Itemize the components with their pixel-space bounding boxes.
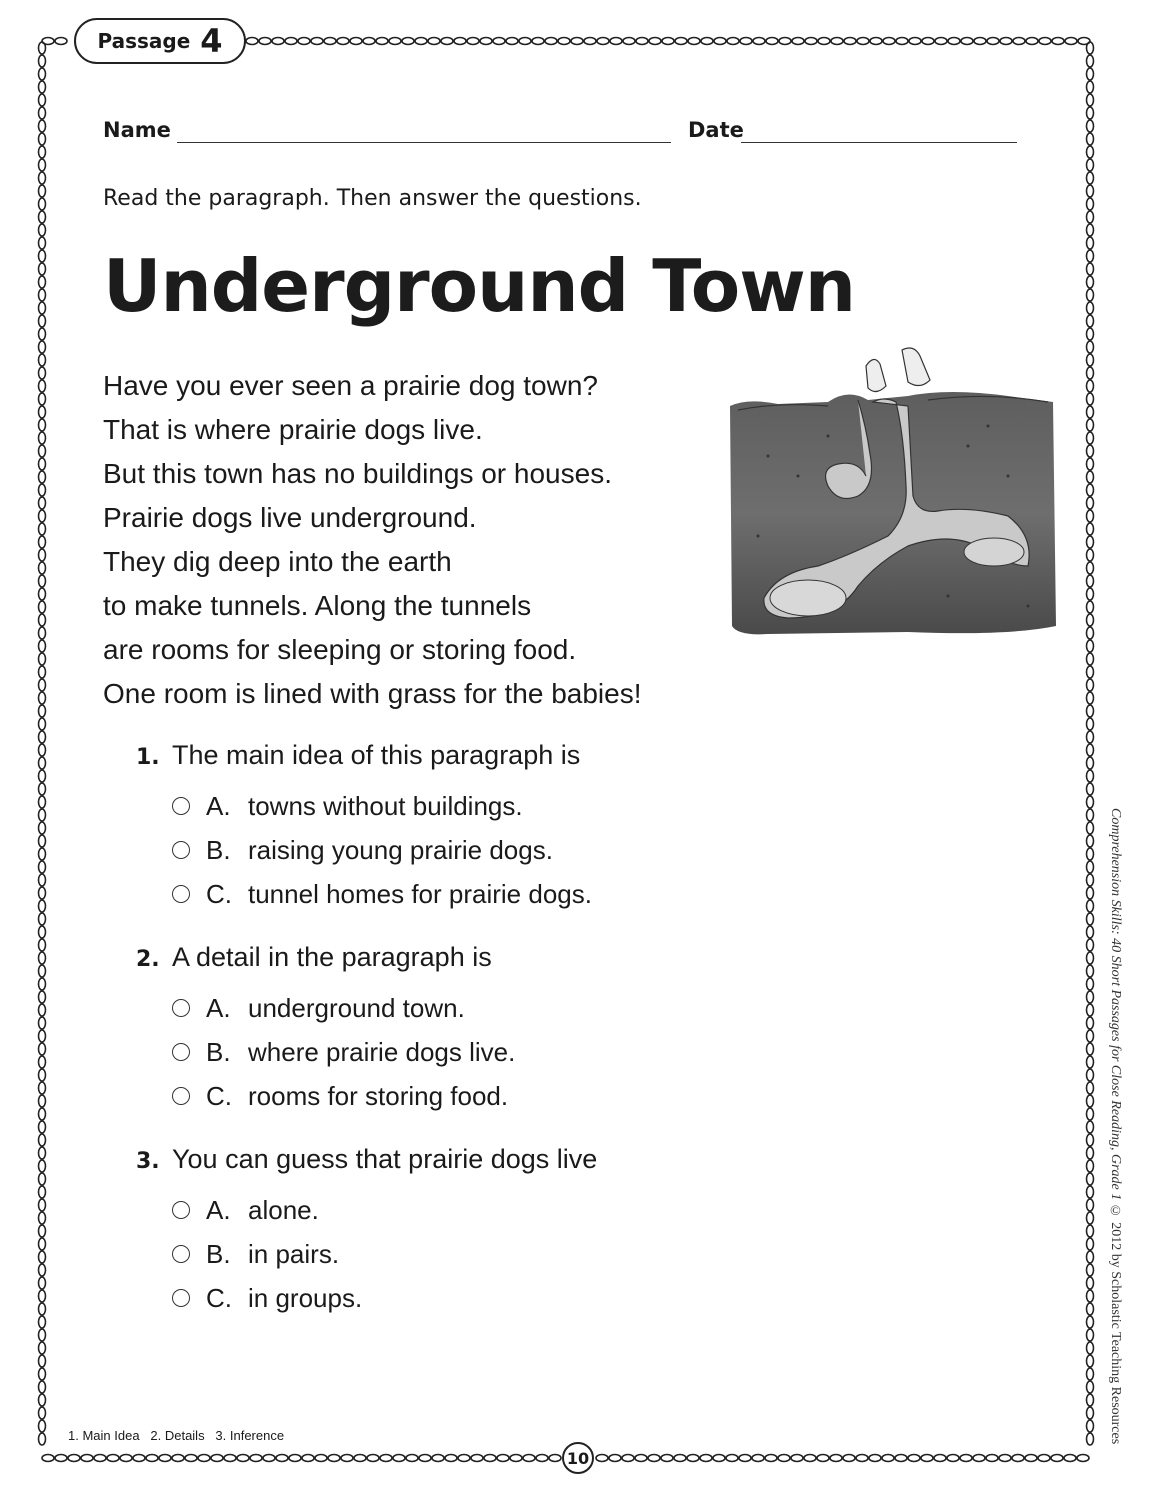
book-title: Comprehension Skills: 40 Short Passages for Close Reading, Grade 1: [1108, 808, 1123, 1201]
option-letter: C.: [206, 878, 232, 909]
paragraph-line: One room is lined with grass for the babies!: [103, 678, 642, 709]
option-text: rooms for storing food.: [248, 1080, 509, 1111]
radio-circle-icon[interactable]: [172, 999, 190, 1017]
option-text: tunnel homes for prairie dogs.: [248, 878, 592, 909]
passage-label: Passage: [97, 29, 191, 53]
answer-option-b[interactable]: [172, 1232, 597, 1276]
question-number: 3.: [136, 1149, 160, 1174]
name-label: Name: [103, 118, 171, 142]
date-line[interactable]: [741, 142, 1017, 143]
paragraph-line: They dig deep into the earth: [103, 546, 452, 577]
paragraph-line: That is where prairie dogs live.: [103, 414, 483, 445]
page-number: 10: [562, 1442, 594, 1474]
paragraph-line: But this town has no buildings or houses.: [103, 458, 612, 489]
answer-option-b[interactable]: [172, 1030, 515, 1074]
radio-circle-icon[interactable]: [172, 841, 190, 859]
paragraph-line: are rooms for sleeping or storing food.: [103, 634, 577, 665]
question-1: [136, 740, 592, 916]
date-label: Date: [688, 118, 744, 142]
radio-circle-icon[interactable]: [172, 1087, 190, 1105]
radio-circle-icon[interactable]: [172, 1043, 190, 1061]
option-letter: B.: [206, 834, 231, 865]
name-line[interactable]: [177, 142, 671, 143]
radio-circle-icon[interactable]: [172, 1245, 190, 1263]
question-2: [136, 942, 515, 1118]
option-text: alone.: [248, 1194, 319, 1225]
paragraph-line: Prairie dogs live underground.: [103, 502, 477, 533]
answer-option-c[interactable]: [172, 1276, 597, 1320]
name-date-row: [103, 114, 1018, 148]
passage-number: 4: [200, 22, 223, 60]
answer-option-c[interactable]: [172, 872, 592, 916]
option-letter: A.: [206, 790, 231, 821]
answer-option-a[interactable]: [172, 1188, 597, 1232]
answer-option-a[interactable]: [172, 784, 592, 828]
option-letter: C.: [206, 1080, 232, 1111]
question-number: 2.: [136, 947, 160, 972]
copyright-notice: [1109, 808, 1123, 1468]
prairie-dog-burrow-illustration: [708, 336, 1080, 644]
option-letter: B.: [206, 1036, 231, 1067]
option-text: where prairie dogs live.: [248, 1036, 516, 1067]
question-number: 1.: [136, 745, 160, 770]
passage-title: Underground Town: [103, 244, 856, 328]
answer-option-c[interactable]: [172, 1074, 515, 1118]
paragraph-line: to make tunnels. Along the tunnels: [103, 590, 532, 621]
option-text: raising young prairie dogs.: [248, 834, 553, 865]
option-letter: A.: [206, 992, 231, 1023]
passage-badge: [74, 18, 246, 64]
question-text: The main idea of this paragraph is: [172, 740, 581, 770]
option-letter: A.: [206, 1194, 231, 1225]
option-text: in pairs.: [248, 1238, 340, 1269]
skills-footer: 1. Main Idea 2. Details 3. Inference: [68, 1428, 285, 1443]
radio-circle-icon[interactable]: [172, 1289, 190, 1307]
paragraph-line: Have you ever seen a prairie dog town?: [103, 370, 598, 401]
question-3: [136, 1144, 597, 1320]
option-letter: C.: [206, 1282, 232, 1313]
question-text: You can guess that prairie dogs live: [172, 1144, 598, 1174]
option-text: towns without buildings.: [248, 790, 523, 821]
answer-option-a[interactable]: [172, 986, 515, 1030]
radio-circle-icon[interactable]: [172, 1201, 190, 1219]
copyright-text: © 2012 by Scholastic Teaching Resources: [1108, 1200, 1123, 1445]
question-text: A detail in the paragraph is: [172, 942, 492, 972]
instructions: Read the paragraph. Then answer the questions.: [103, 186, 642, 211]
option-text: underground town.: [248, 992, 465, 1023]
radio-circle-icon[interactable]: [172, 885, 190, 903]
answer-option-b[interactable]: [172, 828, 592, 872]
radio-circle-icon[interactable]: [172, 797, 190, 815]
option-text: in groups.: [248, 1282, 363, 1313]
option-letter: B.: [206, 1238, 231, 1269]
passage-paragraph: [103, 364, 723, 716]
